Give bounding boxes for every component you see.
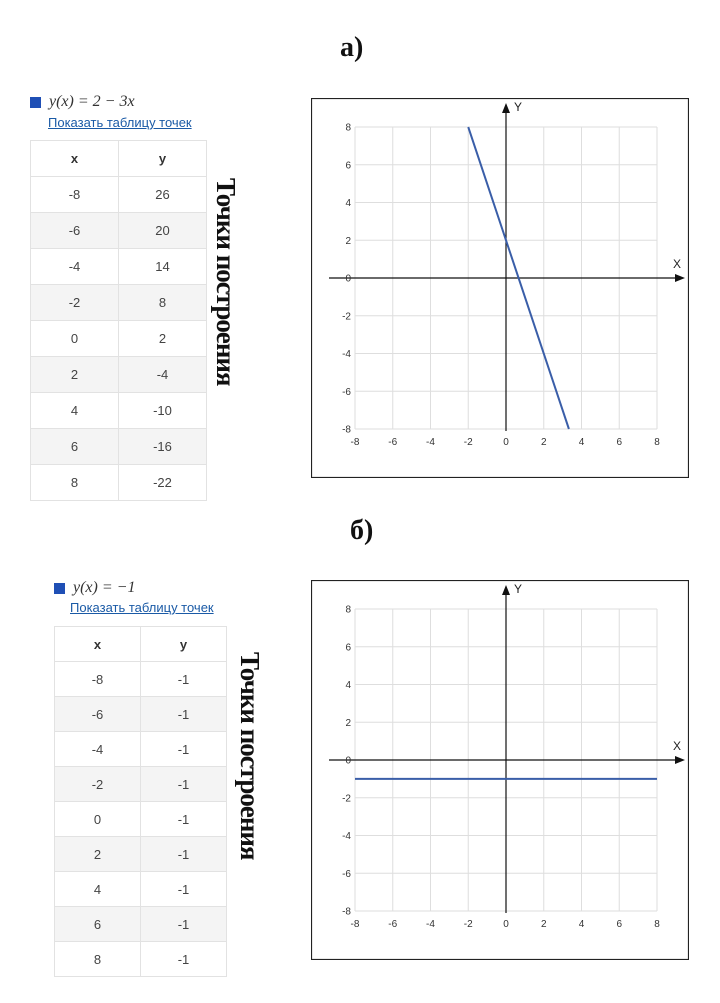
x-tick-label: -6 (388, 437, 398, 448)
table-row (55, 767, 227, 802)
table-row (31, 213, 207, 249)
y-tick-label: 2 (345, 235, 351, 247)
cell-x: 4 (55, 872, 141, 907)
table-row (55, 872, 227, 907)
table-row (31, 285, 207, 321)
cell-y: -4 (119, 357, 207, 393)
legend-swatch-b (54, 583, 65, 594)
table-row (55, 697, 227, 732)
table-row (31, 321, 207, 357)
x-tick-label: 8 (654, 437, 660, 448)
cell-y: -1 (141, 872, 227, 907)
y-tick-label: 6 (345, 642, 351, 654)
cell-x: 2 (55, 837, 141, 872)
y-tick-label: 0 (345, 273, 351, 285)
x-tick-label: -6 (388, 919, 398, 930)
cell-x: 2 (31, 357, 119, 393)
cell-y: -16 (119, 429, 207, 465)
y-tick-label: 8 (345, 122, 351, 134)
cell-y: -1 (141, 802, 227, 837)
x-tick-label: 2 (540, 437, 547, 448)
x-tick-label: -2 (463, 437, 473, 448)
cell-x: 0 (55, 802, 141, 837)
y-tick-label: -4 (342, 349, 351, 360)
column-header-y: y (119, 141, 207, 177)
x-tick-label: 6 (616, 437, 623, 448)
legend-swatch-a (30, 97, 41, 108)
cell-y: -1 (141, 662, 227, 697)
legend-b (54, 579, 135, 597)
column-header-x: x (31, 141, 119, 177)
cell-y: -10 (119, 393, 207, 429)
cell-y: 8 (119, 285, 207, 321)
table-row (55, 732, 227, 767)
y-tick-label: 4 (345, 198, 351, 209)
table-row (31, 465, 207, 501)
plot-frame (312, 99, 689, 478)
points-table-b (54, 626, 227, 977)
y-axis-label: Y (513, 100, 523, 114)
x-tick-label: 8 (654, 919, 660, 930)
cell-x: -2 (31, 285, 119, 321)
cell-x: 4 (31, 393, 119, 429)
table-row (55, 837, 227, 872)
x-tick-label: 2 (540, 919, 547, 930)
cell-x: 8 (31, 465, 119, 501)
cell-x: 6 (31, 429, 119, 465)
points-table-a (30, 140, 207, 501)
x-tick-label: -8 (350, 919, 360, 930)
formula-b: y(x) = −1 (73, 579, 136, 596)
y-tick-label: -4 (342, 831, 351, 842)
cell-y: 14 (119, 249, 207, 285)
x-tick-label: -2 (463, 919, 473, 930)
cell-y: -1 (141, 942, 227, 977)
chart-a (311, 98, 689, 478)
x-tick-label: 0 (503, 437, 509, 448)
table-row (55, 942, 227, 977)
table-row (31, 357, 207, 393)
y-tick-label: 8 (345, 604, 351, 616)
x-tick-label: -4 (426, 919, 435, 930)
show-table-link-a[interactable]: Показать таблицу точек (48, 115, 192, 130)
y-tick-label: -8 (342, 906, 351, 918)
legend-a (30, 93, 135, 111)
table-row (55, 907, 227, 942)
cell-x: 0 (31, 321, 119, 357)
y-tick-label: 6 (345, 160, 351, 172)
side-label-a: Точки построения (211, 178, 241, 386)
plot-frame (312, 581, 689, 960)
table-row (31, 429, 207, 465)
chart-b (311, 580, 689, 960)
cell-x: -4 (55, 732, 141, 767)
y-tick-label: -6 (342, 386, 351, 398)
cell-y: 2 (119, 321, 207, 357)
section-b-label: б) (350, 515, 374, 546)
column-header-x: x (55, 627, 141, 662)
y-tick-label: -6 (342, 868, 351, 880)
cell-x: -8 (55, 662, 141, 697)
y-tick-label: -2 (342, 793, 351, 805)
column-header-y: y (141, 627, 227, 662)
cell-y: -22 (119, 465, 207, 501)
x-tick-label: 4 (578, 437, 585, 448)
cell-x: -6 (55, 697, 141, 732)
cell-y: -1 (141, 732, 227, 767)
cell-y: -1 (141, 907, 227, 942)
y-tick-label: -2 (342, 311, 351, 323)
y-tick-label: -8 (342, 424, 351, 436)
x-axis-label: X (672, 739, 682, 753)
y-axis-label: Y (513, 582, 523, 596)
x-tick-label: -4 (426, 437, 435, 448)
table-row (55, 802, 227, 837)
cell-x: -2 (55, 767, 141, 802)
table-row (31, 177, 207, 213)
y-tick-label: 4 (345, 680, 351, 691)
x-tick-label: 6 (616, 919, 623, 930)
x-axis-label: X (672, 257, 682, 271)
cell-x: -4 (31, 249, 119, 285)
y-tick-label: 2 (345, 717, 351, 729)
x-tick-label: 4 (578, 919, 585, 930)
cell-x: -6 (31, 213, 119, 249)
cell-y: -1 (141, 767, 227, 802)
x-tick-label: -8 (350, 437, 360, 448)
formula-a: y(x) = 2 − 3x (49, 93, 135, 110)
side-label-b: Точки построения (235, 652, 265, 860)
cell-y: 26 (119, 177, 207, 213)
table-row (31, 249, 207, 285)
cell-y: 20 (119, 213, 207, 249)
table-row (31, 393, 207, 429)
y-tick-label: 0 (345, 755, 351, 767)
cell-y: -1 (141, 697, 227, 732)
section-a-label: а) (340, 32, 364, 63)
cell-y: -1 (141, 837, 227, 872)
cell-x: -8 (31, 177, 119, 213)
show-table-link-b[interactable]: Показать таблицу точек (70, 600, 214, 615)
cell-x: 6 (55, 907, 141, 942)
table-row (55, 662, 227, 697)
x-tick-label: 0 (503, 919, 509, 930)
cell-x: 8 (55, 942, 141, 977)
